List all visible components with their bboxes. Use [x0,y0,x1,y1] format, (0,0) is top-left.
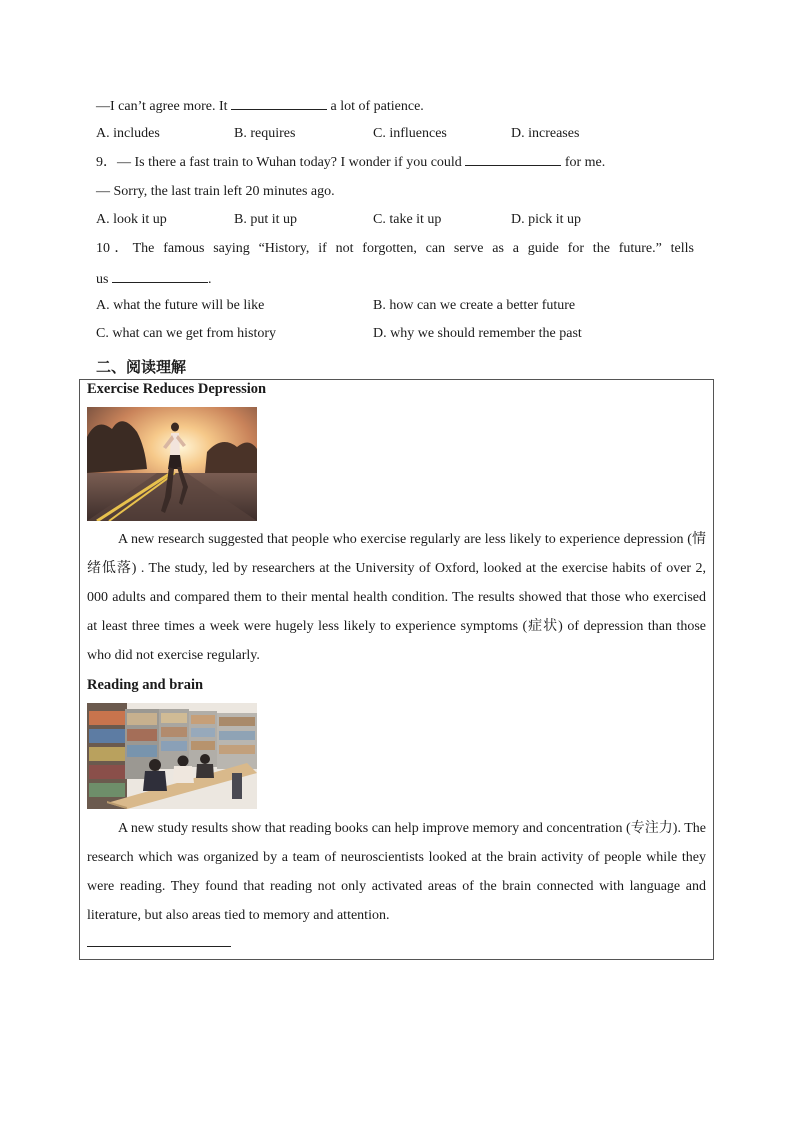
passage2-paragraph: A new study results show that reading books can help improve memory and concentration (专注力). The research which was organized by a team of neuroscientists looked at the brain activity of people while they were reading. They found that reading not only activated areas of the brain connected with language and literature, but also areas tied to memory and attention. [87,821,706,923]
passage1-body [87,525,706,670]
q9-option-b[interactable]: B. put it up [234,212,298,227]
q10-stem-us: us [96,272,109,287]
q10-option-c[interactable]: C. what can we get from history [96,326,277,341]
q9-stem [96,153,605,172]
q10-option-a[interactable]: A. what the future will be like [96,298,265,313]
passage2-heading: Reading and brain [87,677,204,693]
q9-answer-blank[interactable] [465,153,561,166]
q9-stem-pre: 9．— Is there a fast train to Wuhan today? I wonder if you could [96,155,462,170]
q10-stem: 10．The famous saying “History, if not forgotten, can serve as a guide for the future.” tells [96,241,694,256]
q8-option-b[interactable]: B. requires [234,126,296,141]
answer-line[interactable] [87,946,231,947]
q8-option-c[interactable]: C. influences [373,126,447,141]
q10-stem-line2 [96,270,211,289]
q8-stem-pre: —I can’t agree more. It [96,99,228,114]
q9-response: — Sorry, the last train left 20 minutes ago. [96,184,335,199]
q9-option-c[interactable]: C. take it up [373,212,442,227]
passage2-body [87,814,706,930]
q8-stem-post: a lot of patience. [330,99,424,114]
q8-answer-blank[interactable] [231,97,327,110]
q10-answer-blank[interactable] [112,270,208,283]
passage1-paragraph: A new research suggested that people who exercise regularly are less likely to experience depression (情绪低落) . The study, led by researchers at the University of Oxford, looked at the exercise habits of over 2, 000 adults and compared them to their mental health condition. The results showed that those who exercised at least three times a week were hugely less likely to experience symptoms (症状) of depression than those who did not exercise regularly. [87,532,706,663]
q10-stem-period: . [207,272,212,287]
passage1-heading: Exercise Reduces Depression [87,381,267,397]
q9-stem-post: for me. [564,155,606,170]
runner-photo [87,407,257,521]
q8-option-d[interactable]: D. increases [511,126,580,141]
q10-option-d[interactable]: D. why we should remember the past [373,326,582,341]
q9-option-d[interactable]: D. pick it up [511,212,581,227]
library-photo [87,703,257,809]
q10-option-b[interactable]: B. how can we create a better future [373,298,576,313]
section-title: 二、阅读理解 [96,358,187,376]
q8-option-a[interactable]: A. includes [96,126,160,141]
q8-stem [96,97,424,116]
q9-option-a[interactable]: A. look it up [96,212,167,227]
